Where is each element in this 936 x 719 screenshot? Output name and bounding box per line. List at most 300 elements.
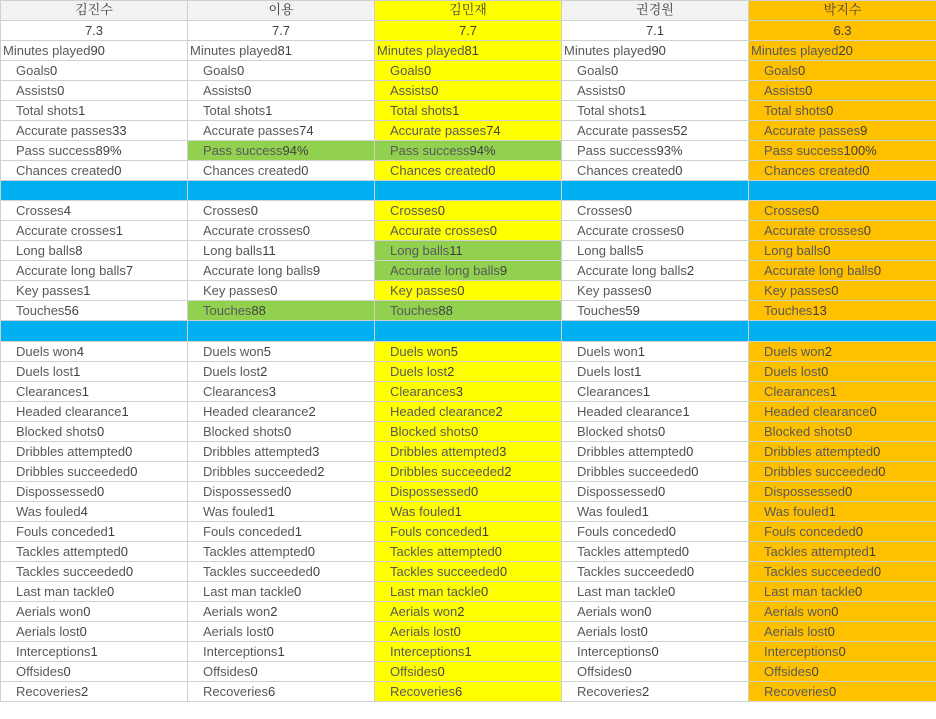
player-rating-cell[interactable]: 7.7 <box>375 21 562 41</box>
stat-cell[interactable] <box>1 541 188 561</box>
stat-value: 11 <box>262 243 276 259</box>
stat-cell[interactable] <box>1 121 188 141</box>
stat-label: Dribbles attempted <box>16 443 126 459</box>
stat-label: Blocked shots <box>577 423 658 439</box>
stat-value: 1 <box>481 523 490 539</box>
stat-value: 1 <box>829 383 837 399</box>
stat-label: Pass success <box>16 143 96 158</box>
stat-row <box>1 621 936 641</box>
stat-cell[interactable] <box>562 521 749 541</box>
stat-value: 0 <box>266 623 274 639</box>
stat-cell[interactable] <box>188 661 375 681</box>
stat-cell[interactable] <box>1 361 188 381</box>
stat-cell[interactable] <box>562 441 749 461</box>
stat-value: 0 <box>668 523 677 539</box>
stat-cell[interactable] <box>1 201 188 221</box>
stat-cell[interactable] <box>188 281 375 301</box>
stat-row <box>1 41 936 61</box>
stat-cell[interactable] <box>375 561 562 581</box>
stat-cell[interactable] <box>1 521 188 541</box>
stat-value: 0 <box>96 483 105 499</box>
stat-cell[interactable] <box>562 61 749 81</box>
stat-cell[interactable] <box>1 241 188 261</box>
stat-value: 1 <box>682 403 690 419</box>
stat-label: Duels won <box>764 343 825 359</box>
stat-label: Accurate passes <box>203 123 300 138</box>
stat-value: 0 <box>873 563 882 579</box>
stat-value: 2 <box>495 403 503 419</box>
stat-cell[interactable] <box>188 641 375 661</box>
stat-value: 0 <box>686 563 695 579</box>
stat-cell[interactable] <box>375 81 562 101</box>
stat-value: 2 <box>81 683 89 699</box>
stat-cell[interactable] <box>1 561 188 581</box>
stat-cell[interactable] <box>562 141 749 161</box>
stat-label: Accurate long balls <box>577 263 687 279</box>
stat-label: Headed clearance <box>390 403 496 419</box>
stat-cell[interactable] <box>188 161 375 181</box>
stat-cell[interactable] <box>1 101 188 121</box>
stat-value: 3 <box>268 383 276 399</box>
stat-label: Chances created <box>390 163 489 178</box>
stat-cell[interactable] <box>375 201 562 221</box>
section-divider-cell[interactable] <box>562 321 749 341</box>
stat-value: 0 <box>829 683 837 699</box>
stat-label: Aerials lost <box>577 623 641 639</box>
stat-cell[interactable] <box>749 561 936 581</box>
stat-label: Chances created <box>16 163 115 178</box>
stat-label: Blocked shots <box>203 423 284 439</box>
stat-cell[interactable] <box>1 641 188 661</box>
stat-cell[interactable] <box>749 301 936 321</box>
stat-cell[interactable] <box>1 501 188 521</box>
stat-label: Long balls <box>577 243 637 259</box>
stat-cell[interactable] <box>562 281 749 301</box>
stat-cell[interactable] <box>375 381 562 401</box>
stat-cell[interactable] <box>188 621 375 641</box>
stat-cell[interactable] <box>1 61 188 81</box>
stat-label: Assists <box>577 83 619 98</box>
stat-cell[interactable] <box>749 621 936 641</box>
section-divider-cell[interactable] <box>375 181 562 201</box>
stat-value: 0 <box>301 163 309 178</box>
stat-cell[interactable] <box>562 641 749 661</box>
stat-label: Pass success <box>390 143 470 158</box>
stat-cell[interactable] <box>562 401 749 421</box>
stat-cell[interactable] <box>188 581 375 601</box>
stat-cell[interactable] <box>749 581 936 601</box>
stat-value: 74 <box>299 123 314 138</box>
stat-value: 0 <box>823 243 831 259</box>
stat-cell[interactable] <box>188 81 375 101</box>
stat-label: Fouls conceded <box>16 523 108 539</box>
stat-cell[interactable] <box>562 501 749 521</box>
stat-cell[interactable] <box>562 361 749 381</box>
stat-label: Fouls conceded <box>390 523 482 539</box>
stat-cell[interactable] <box>1 661 188 681</box>
stat-cell[interactable] <box>562 381 749 401</box>
stat-label: Assists <box>16 83 58 98</box>
stat-value: 0 <box>437 203 445 219</box>
player-name-cell[interactable]: 김민재 <box>375 1 562 21</box>
stat-cell[interactable] <box>375 221 562 241</box>
stat-cell[interactable] <box>1 81 188 101</box>
stat-value: 0 <box>821 363 829 379</box>
stat-cell[interactable] <box>749 361 936 381</box>
stat-cell[interactable] <box>375 121 562 141</box>
player-name-cell[interactable]: 권경원 <box>562 1 749 21</box>
stat-label: Duels won <box>577 343 638 359</box>
stat-label: Accurate passes <box>16 123 113 138</box>
stat-value: 0 <box>855 523 864 539</box>
stat-cell[interactable] <box>375 61 562 81</box>
stat-label: Key passes <box>390 283 458 299</box>
stat-cell[interactable] <box>562 341 749 361</box>
stat-cell[interactable] <box>562 481 749 501</box>
stat-cell[interactable] <box>749 241 936 261</box>
player-rating-cell[interactable]: 7.7 <box>188 21 375 41</box>
stat-cell[interactable] <box>749 441 936 461</box>
stat-cell[interactable] <box>749 641 936 661</box>
stat-cell[interactable] <box>188 601 375 621</box>
stat-cell[interactable] <box>749 101 936 121</box>
stat-label: Recoveries <box>16 683 82 699</box>
stat-cell[interactable] <box>188 561 375 581</box>
stat-cell[interactable] <box>562 161 749 181</box>
stat-cell[interactable] <box>375 281 562 301</box>
stat-cell[interactable] <box>188 541 375 561</box>
stat-value: 0 <box>855 583 863 599</box>
stat-row <box>1 81 936 101</box>
stat-value: 0 <box>862 163 870 178</box>
stat-label: Headed clearance <box>764 403 870 419</box>
stat-label: Assists <box>390 83 432 98</box>
stat-value: 0 <box>63 663 71 679</box>
stat-row <box>1 521 936 541</box>
stat-cell[interactable] <box>188 461 375 481</box>
stat-cell[interactable] <box>375 141 562 161</box>
stat-value: 0 <box>811 203 819 219</box>
stat-row <box>1 421 936 441</box>
stat-cell[interactable] <box>375 441 562 461</box>
stat-cell[interactable] <box>749 461 936 481</box>
stat-label: Long balls <box>390 243 450 259</box>
stat-cell[interactable] <box>375 681 562 701</box>
stat-label: Was fouled <box>764 503 829 519</box>
stat-cell[interactable] <box>749 521 936 541</box>
stat-cell[interactable] <box>562 81 749 101</box>
stat-cell[interactable] <box>375 41 562 61</box>
stat-cell[interactable] <box>375 361 562 381</box>
stat-cell[interactable] <box>749 221 936 241</box>
stat-cell[interactable] <box>375 341 562 361</box>
stat-cell[interactable] <box>188 101 375 121</box>
section-divider-cell[interactable] <box>188 181 375 201</box>
stat-cell[interactable] <box>188 201 375 221</box>
stat-label: Pass success <box>203 143 283 158</box>
stat-cell[interactable] <box>749 601 936 621</box>
stat-cell[interactable] <box>375 641 562 661</box>
stat-cell[interactable] <box>749 401 936 421</box>
stat-cell[interactable] <box>749 61 936 81</box>
stat-label: Clearances <box>203 383 269 399</box>
stat-label: Dribbles succeeded <box>764 463 879 479</box>
stat-cell[interactable] <box>375 581 562 601</box>
stat-cell[interactable] <box>1 161 188 181</box>
player-rating-cell[interactable]: 7.3 <box>1 21 188 41</box>
stat-label: Dribbles succeeded <box>16 463 131 479</box>
stat-cell[interactable] <box>562 541 749 561</box>
stat-cell[interactable] <box>749 501 936 521</box>
stat-label: Accurate crosses <box>203 223 303 239</box>
stat-value: 0 <box>250 663 258 679</box>
stat-cell[interactable] <box>188 441 375 461</box>
stat-cell[interactable] <box>188 241 375 261</box>
stat-cell[interactable] <box>1 681 188 701</box>
stat-cell[interactable] <box>188 421 375 441</box>
stat-cell[interactable] <box>562 561 749 581</box>
stat-cell[interactable] <box>749 281 936 301</box>
stat-cell[interactable] <box>562 661 749 681</box>
stat-label: Tackles attempted <box>390 543 495 559</box>
stat-value: 0 <box>610 63 619 78</box>
stat-cell[interactable] <box>375 481 562 501</box>
stat-value: 0 <box>457 283 465 299</box>
stat-cell[interactable] <box>562 41 749 61</box>
stat-cell[interactable] <box>562 681 749 701</box>
stat-cell[interactable] <box>749 261 936 281</box>
stat-cell[interactable] <box>749 341 936 361</box>
stat-cell[interactable] <box>1 221 188 241</box>
stat-cell[interactable] <box>1 581 188 601</box>
stat-value: 0 <box>470 483 479 499</box>
stat-label: Accurate crosses <box>764 223 864 239</box>
stat-cell[interactable] <box>188 501 375 521</box>
stat-cell[interactable] <box>188 401 375 421</box>
stat-cell[interactable] <box>188 121 375 141</box>
stat-label: Minutes played <box>190 43 278 58</box>
stat-value: 0 <box>270 283 278 299</box>
stat-cell[interactable] <box>1 261 188 281</box>
stat-label: Touches <box>764 303 813 319</box>
stat-value: 0 <box>651 643 659 659</box>
stat-value: 8 <box>75 243 83 259</box>
stat-label: Touches <box>390 303 439 319</box>
stat-value: 0 <box>114 163 122 178</box>
stat-value: 0 <box>125 443 133 459</box>
stat-cell[interactable] <box>375 261 562 281</box>
stat-cell[interactable] <box>562 221 749 241</box>
stat-cell[interactable] <box>749 141 936 161</box>
stat-cell[interactable] <box>1 461 188 481</box>
stat-cell[interactable] <box>1 141 188 161</box>
stat-label: Duels lost <box>390 363 448 379</box>
stat-cell[interactable] <box>375 161 562 181</box>
stat-value: 0 <box>294 583 302 599</box>
player-rating-cell[interactable]: 7.1 <box>562 21 749 41</box>
stat-cell[interactable] <box>1 441 188 461</box>
stat-value: 0 <box>283 483 292 499</box>
stat-cell[interactable] <box>562 241 749 261</box>
stat-row <box>1 221 936 241</box>
stat-cell[interactable] <box>562 301 749 321</box>
stat-value: 0 <box>244 83 252 98</box>
player-name-cell[interactable]: 이용 <box>188 1 375 21</box>
section-divider-cell[interactable] <box>1 181 188 201</box>
stat-label: Aerials lost <box>203 623 267 639</box>
stat-cell[interactable] <box>375 621 562 641</box>
section-divider-cell[interactable] <box>1 321 188 341</box>
stat-label: Fouls conceded <box>764 523 856 539</box>
stat-cell[interactable] <box>562 121 749 141</box>
stat-label: Was fouled <box>16 503 81 519</box>
stat-value: 0 <box>431 83 439 98</box>
stat-value: 4 <box>76 343 84 359</box>
stat-row <box>1 641 936 661</box>
stat-label: Pass success <box>577 143 657 158</box>
stat-cell[interactable] <box>749 541 936 561</box>
stat-value: 0 <box>250 203 258 219</box>
stat-value: 89% <box>95 143 122 158</box>
stat-value: 0 <box>488 163 496 178</box>
stat-label: Interceptions <box>16 643 91 659</box>
stat-label: Interceptions <box>577 643 652 659</box>
player-name-cell[interactable]: 박지수 <box>749 1 936 21</box>
stat-value: 1 <box>634 363 642 379</box>
stat-cell[interactable] <box>562 201 749 221</box>
stat-cell[interactable] <box>375 241 562 261</box>
stat-cell[interactable] <box>188 61 375 81</box>
stat-cell[interactable] <box>188 341 375 361</box>
stat-cell[interactable] <box>562 421 749 441</box>
stat-cell[interactable] <box>375 541 562 561</box>
stat-cell[interactable] <box>749 661 936 681</box>
stat-value: 3 <box>312 443 320 459</box>
stat-row <box>1 441 936 461</box>
stat-cell[interactable] <box>375 401 562 421</box>
stat-cell[interactable] <box>749 481 936 501</box>
stat-value: 0 <box>805 83 813 98</box>
stat-cell[interactable] <box>188 221 375 241</box>
section-divider-cell[interactable] <box>749 181 936 201</box>
stat-label: Long balls <box>16 243 76 259</box>
stat-cell[interactable] <box>188 261 375 281</box>
stat-label: Crosses <box>16 203 64 219</box>
section-divider-cell[interactable] <box>562 181 749 201</box>
stat-cell[interactable] <box>1 281 188 301</box>
stat-cell[interactable] <box>749 681 936 701</box>
stat-cell[interactable] <box>375 461 562 481</box>
stat-cell[interactable] <box>375 521 562 541</box>
stat-value: 0 <box>236 63 245 78</box>
stat-cell[interactable] <box>375 601 562 621</box>
stat-cell[interactable] <box>1 41 188 61</box>
stat-cell[interactable] <box>1 401 188 421</box>
stat-value: 0 <box>827 623 835 639</box>
stat-cell[interactable] <box>1 341 188 361</box>
stat-cell[interactable] <box>188 381 375 401</box>
stat-cell[interactable] <box>749 381 936 401</box>
player-name-header-row <box>1 1 936 21</box>
section-divider-cell[interactable] <box>375 321 562 341</box>
stat-label: Chances created <box>577 163 676 178</box>
stat-label: Offsides <box>16 663 64 679</box>
stat-label: Touches <box>577 303 626 319</box>
stat-label: Duels won <box>16 343 77 359</box>
stat-cell[interactable] <box>1 301 188 321</box>
stat-label: Duels lost <box>764 363 822 379</box>
stat-value: 0 <box>869 403 877 419</box>
stat-cell[interactable] <box>562 621 749 641</box>
stat-label: Key passes <box>16 283 84 299</box>
stat-cell[interactable] <box>1 601 188 621</box>
stat-value: 1 <box>454 503 462 519</box>
stat-value: 2 <box>317 463 325 479</box>
stat-cell[interactable] <box>188 481 375 501</box>
stat-cell[interactable] <box>562 101 749 121</box>
player-rating-cell[interactable]: 6.3 <box>749 21 936 41</box>
stat-cell[interactable] <box>1 381 188 401</box>
stat-cell[interactable] <box>375 661 562 681</box>
stat-cell[interactable] <box>375 301 562 321</box>
player-name-cell[interactable]: 김진수 <box>1 1 188 21</box>
stat-cell[interactable] <box>562 461 749 481</box>
stat-cell[interactable] <box>749 161 936 181</box>
stat-cell[interactable] <box>188 521 375 541</box>
stat-value: 0 <box>668 583 676 599</box>
stat-label: Recoveries <box>764 683 830 699</box>
stat-value: 0 <box>844 483 853 499</box>
stat-cell[interactable] <box>562 261 749 281</box>
stat-value: 0 <box>618 83 626 98</box>
stat-cell[interactable] <box>749 421 936 441</box>
stat-cell[interactable] <box>749 121 936 141</box>
stat-cell[interactable] <box>375 101 562 121</box>
stat-label: Aerials won <box>764 603 832 619</box>
stat-label: Interceptions <box>764 643 839 659</box>
stat-cell[interactable] <box>188 41 375 61</box>
stat-label: Minutes played <box>377 43 465 58</box>
stat-label: Crosses <box>390 203 438 219</box>
stat-cell[interactable] <box>562 601 749 621</box>
stat-cell[interactable] <box>375 501 562 521</box>
stat-cell[interactable] <box>1 421 188 441</box>
section-divider-cell[interactable] <box>188 321 375 341</box>
stat-cell[interactable] <box>188 681 375 701</box>
stat-cell[interactable] <box>1 621 188 641</box>
stat-value: 5 <box>636 243 644 259</box>
section-divider-cell[interactable] <box>749 321 936 341</box>
stat-cell[interactable] <box>188 141 375 161</box>
stat-cell[interactable] <box>1 481 188 501</box>
stat-cell[interactable] <box>562 581 749 601</box>
stat-label: Aerials lost <box>390 623 454 639</box>
stat-label: Was fouled <box>203 503 268 519</box>
stat-cell[interactable] <box>749 81 936 101</box>
stat-cell[interactable] <box>188 301 375 321</box>
stat-value: 0 <box>125 563 134 579</box>
stat-cell[interactable] <box>749 41 936 61</box>
stat-cell[interactable] <box>188 361 375 381</box>
stat-label: Recoveries <box>390 683 456 699</box>
stat-value: 0 <box>120 543 129 559</box>
stat-value: 1 <box>639 103 647 118</box>
stat-value: 88 <box>251 303 266 319</box>
stat-label: Accurate long balls <box>390 263 500 279</box>
stat-label: Headed clearance <box>16 403 122 419</box>
stat-cell[interactable] <box>375 421 562 441</box>
stat-cell[interactable] <box>749 201 936 221</box>
